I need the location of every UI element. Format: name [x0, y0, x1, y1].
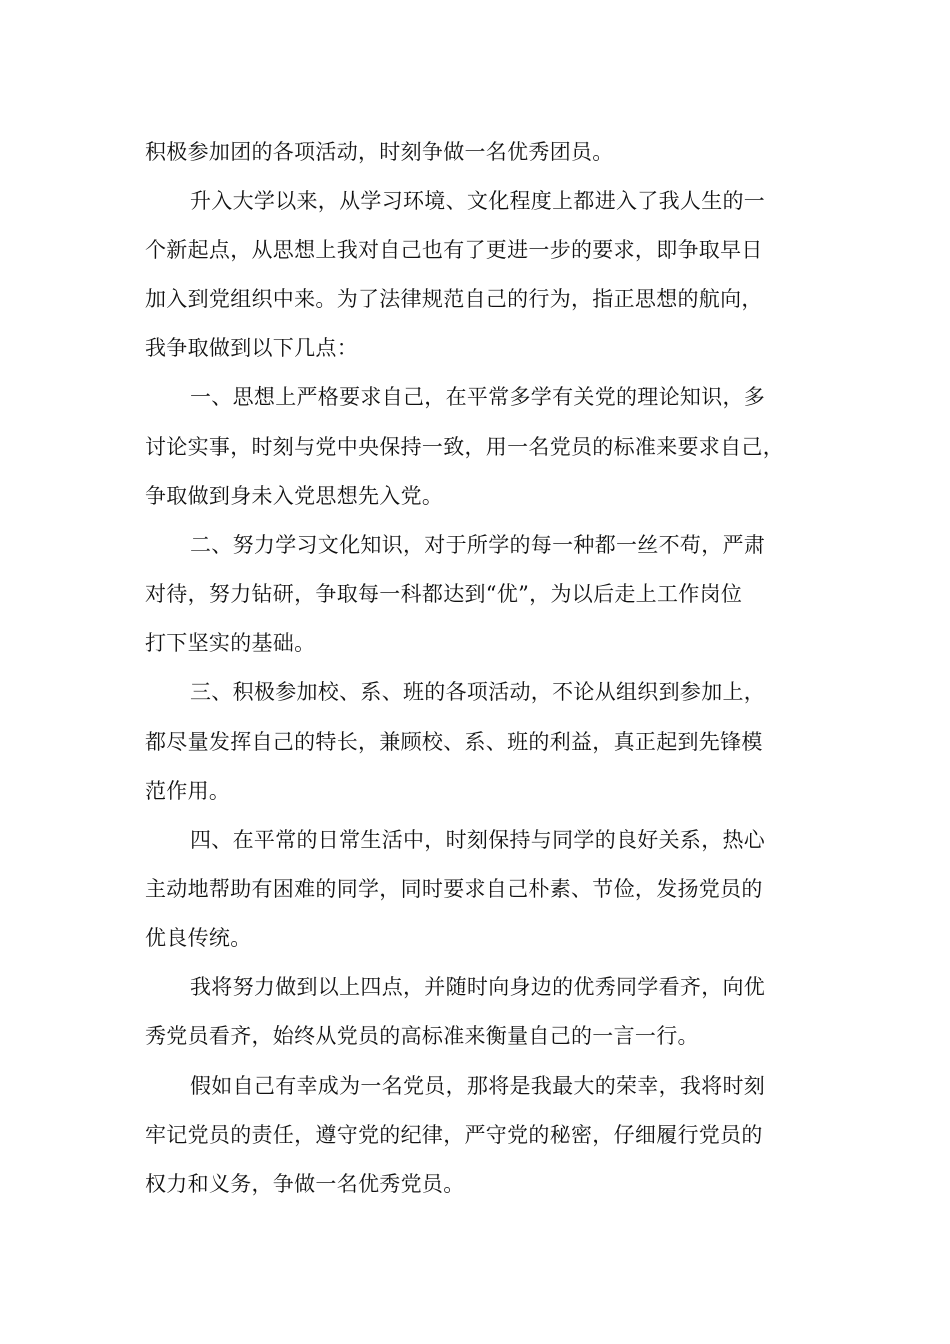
text-line: 秀党员看齐，始终从党员的高标准来衡量自己的一言一行。 — [145, 1024, 699, 1048]
text-line: 三、积极参加校、系、班的各项活动，不论从组织到参加上， — [190, 680, 766, 704]
text-line: 范作用。 — [145, 779, 231, 803]
text-line: 我争取做到以下几点： — [145, 336, 358, 360]
text-line: 假如自己有幸成为一名党员，那将是我最大的荣幸，我将时刻 — [190, 1074, 766, 1098]
text-line: 我将努力做到以上四点，并随时向身边的优秀同学看齐，向优 — [190, 975, 766, 999]
text-line: 加入到党组织中来。为了法律规范自己的行为，指正思想的航向， — [145, 287, 763, 311]
text-line: 优良传统。 — [145, 926, 252, 950]
text-line: 对待，努力钻研，争取每一科都达到“优”，为以后走上工作岗位 — [145, 582, 743, 606]
text-line: 牢记党员的责任，遵守党的纪律，严守党的秘密，仔细履行党员的 — [145, 1123, 763, 1147]
text-line: 打下坚实的基础。 — [145, 631, 316, 655]
text-line: 讨论实事，时刻与党中央保持一致，用一名党员的标准来要求自己， — [145, 435, 784, 459]
text-line: 个新起点，从思想上我对自己也有了更进一步的要求，即争取早日 — [145, 238, 763, 262]
text-line: 主动地帮助有困难的同学，同时要求自己朴素、节俭，发扬党员的 — [145, 877, 763, 901]
text-line: 积极参加团的各项活动，时刻争做一名优秀团员。 — [145, 140, 614, 164]
text-line: 争取做到身未入党思想先入党。 — [145, 484, 444, 508]
text-line: 四、在平常的日常生活中，时刻保持与同学的良好关系，热心 — [190, 828, 766, 852]
text-line: 一、思想上严格要求自己，在平常多学有关党的理论知识，多 — [190, 385, 766, 409]
text-line: 升入大学以来，从学习环境、文化程度上都进入了我人生的一 — [190, 189, 766, 213]
text-line: 都尽量发挥自己的特长，兼顾校、系、班的利益，真正起到先锋模 — [145, 730, 763, 754]
text-line: 二、努力学习文化知识，对于所学的每一种都一丝不苟，严肃 — [190, 533, 766, 557]
text-line: 权力和义务，争做一名优秀党员。 — [145, 1172, 465, 1196]
